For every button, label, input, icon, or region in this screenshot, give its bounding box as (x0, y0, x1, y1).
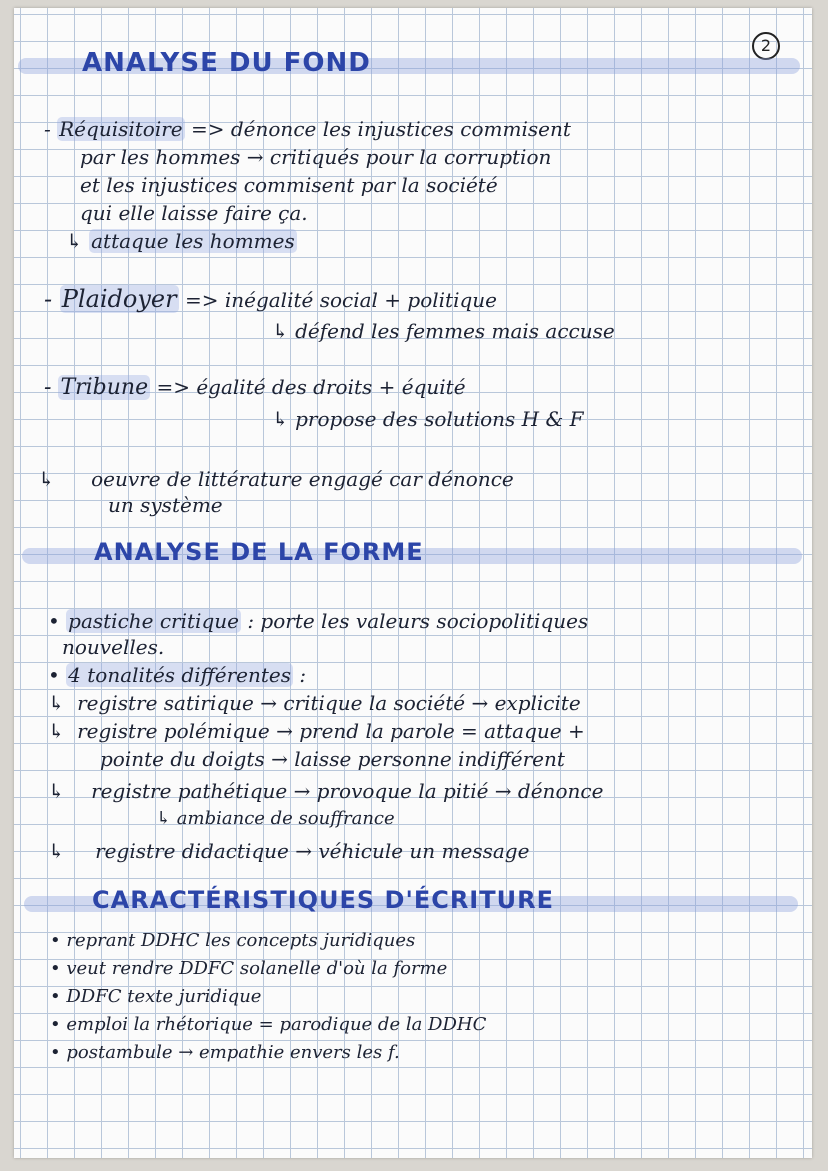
bullet-dot: • (50, 986, 61, 1007)
bullet-dot: • (50, 1014, 61, 1035)
tribune-sub-text: propose des solutions H & F (295, 407, 584, 431)
tribune-line-1 (44, 374, 466, 401)
registre-polemique-2: pointe du doigts → laisse personne indifférent (100, 747, 565, 771)
conclusion-arrow-icon: ↳ (38, 467, 55, 491)
notebook-page (14, 8, 812, 1158)
tribune-definition: => égalité des droits + équité (150, 375, 466, 399)
tonalites-line (48, 662, 306, 688)
ecriture-item-text: reprant DDHC les concepts juridiques (66, 930, 416, 951)
plaidoyer-definition: => inégalité social + politique (178, 288, 497, 312)
pastiche-definition: : porte les valeurs sociopolitiques (240, 609, 589, 633)
arrow-icon: ↳ (48, 779, 65, 803)
section-title-forme: ANALYSE DE LA FORME (94, 538, 424, 566)
term-requisitoire: Réquisitoire (59, 117, 183, 141)
requisitoire-line-3: et les injustices commisent par la société (80, 173, 498, 197)
ecriture-item (50, 1012, 486, 1038)
page-number: 2 (752, 32, 780, 60)
registre-polemique (48, 718, 585, 744)
plaidoyer-sub (272, 318, 615, 344)
sub-arrow-icon: ↳ (66, 229, 83, 253)
pastiche-line-2: nouvelles. (62, 635, 165, 659)
tonalites-colon: : (293, 663, 307, 687)
registre-satirique (48, 690, 581, 716)
bullet-dash: - (44, 117, 51, 141)
conclusion-line-2: un système (108, 493, 223, 517)
term-pastiche-critique: pastiche critique (68, 609, 239, 633)
ecriture-item-text: veut rendre DDFC solanelle d'où la forme (66, 958, 448, 979)
section-title-ecriture: CARACTÉRISTIQUES D'ÉCRITURE (92, 886, 554, 914)
ecriture-item (50, 928, 415, 954)
ecriture-item (50, 984, 261, 1010)
requisitoire-line-4: qui elle laisse faire ça. (80, 201, 308, 225)
pastiche-line-1 (48, 608, 588, 634)
registre-satirique-text: registre satirique → critique la société → explicite (77, 691, 581, 715)
ecriture-item-text: DDFC texte juridique (66, 986, 262, 1007)
sub-arrow-icon: ↳ (272, 319, 289, 343)
ecriture-item (50, 1040, 400, 1066)
bullet-dot: • (48, 663, 60, 687)
section-title-fond: ANALYSE DU FOND (82, 48, 371, 78)
ecriture-item-text: postambule → empathie envers les f. (66, 1042, 400, 1063)
requisitoire-line-2: par les hommes → critiqués pour la corruption (80, 145, 552, 169)
sub-arrow-icon: ↳ (272, 407, 289, 431)
term-tonalites: 4 tonalités différentes (68, 663, 292, 687)
ecriture-item-text: emploi la rhétorique = parodique de la DDHC (66, 1014, 487, 1035)
bullet-dash: - (44, 375, 52, 400)
registre-pathetique (48, 778, 603, 804)
registre-didactique-text: registre didactique → véhicule un message (95, 839, 530, 863)
bullet-dot: • (48, 609, 60, 633)
tribune-sub (272, 406, 583, 432)
bullet-dot: • (50, 1042, 61, 1063)
arrow-icon: ↳ (48, 839, 65, 863)
term-plaidoyer: Plaidoyer (61, 285, 177, 313)
registre-polemique-text: registre polémique → prend la parole = attaque + (77, 719, 585, 743)
plaidoyer-sub-text: défend les femmes mais accuse (295, 319, 615, 343)
requisitoire-sub (66, 228, 297, 254)
plaidoyer-line-1 (44, 286, 497, 313)
conclusion-line-1 (38, 466, 514, 492)
arrow-icon: ↳ (48, 691, 65, 715)
requisitoire-definition: => dénonce les injustices commisent (184, 117, 571, 141)
bullet-dot: • (50, 930, 61, 951)
requisitoire-line-1 (44, 116, 571, 142)
term-tribune: Tribune (60, 375, 149, 400)
conclusion-text-1: oeuvre de littérature engagé car dénonce (91, 467, 514, 491)
registre-pathetique-text: registre pathétique → provoque la pitié → dénonce (91, 779, 604, 803)
requisitoire-sub-text: attaque les hommes (91, 229, 295, 253)
registre-didactique (48, 838, 529, 864)
registre-pathetique-sub: ↳ ambiance de souffrance (156, 808, 395, 829)
bullet-dot: • (50, 958, 61, 979)
ecriture-item (50, 956, 447, 982)
arrow-icon: ↳ (48, 719, 65, 743)
bullet-dash: - (44, 285, 53, 313)
